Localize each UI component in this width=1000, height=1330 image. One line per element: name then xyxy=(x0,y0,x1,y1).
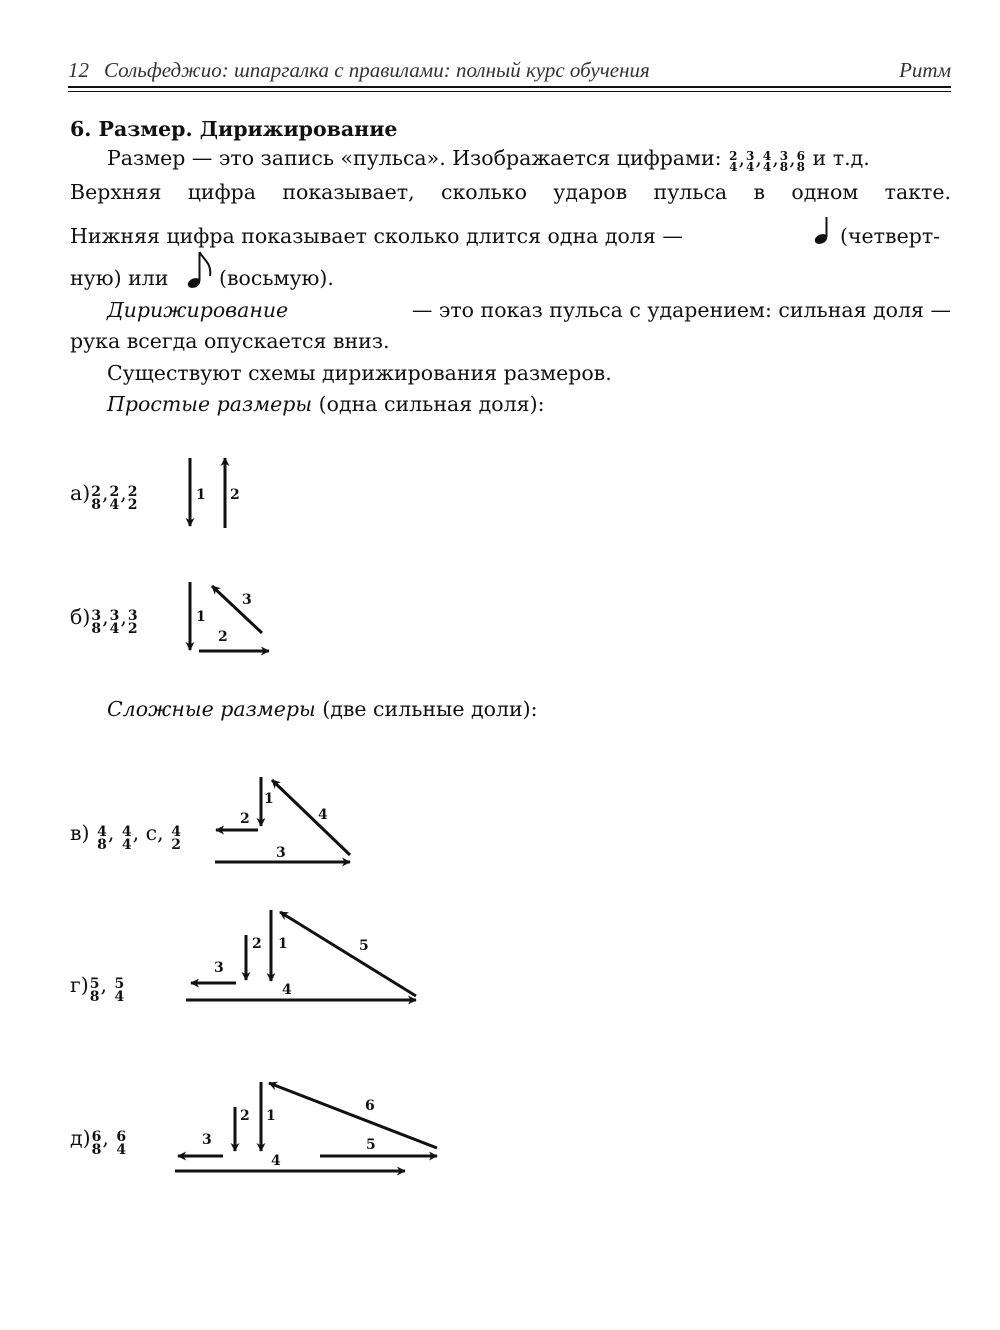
time-signature-list: 2 4 , 3 4 , 4 4 , 3 8 , 6 8 xyxy=(729,146,806,174)
eighth-note-icon xyxy=(186,252,210,290)
text: Нижняя цифра показывает сколько длится одна доля — xyxy=(70,224,683,248)
svg-text:4: 4 xyxy=(282,982,292,998)
text-line: (восьмую). xyxy=(219,266,334,290)
scheme-v-label: в) 4 8 , 4 4 , с, 4 2 xyxy=(70,821,181,853)
text: и т.д. xyxy=(812,146,870,170)
svg-text:2: 2 xyxy=(240,811,250,827)
time-signature: 4 8 xyxy=(97,824,107,853)
text-line: Существуют схемы дирижирования размеров. xyxy=(107,361,612,385)
svg-text:3: 3 xyxy=(276,845,286,861)
beat-numbers-a xyxy=(196,487,240,503)
svg-text:2: 2 xyxy=(218,629,228,645)
scheme-d-diagram xyxy=(175,1082,437,1171)
svg-text:3: 3 xyxy=(202,1132,212,1148)
page-number: 12 xyxy=(68,58,89,82)
text-line: Верхняя цифра показывает, сколько ударов пульса в одном такте. xyxy=(70,180,951,204)
svg-text:6: 6 xyxy=(365,1098,375,1114)
svg-text:3: 3 xyxy=(242,592,252,608)
svg-text:4: 4 xyxy=(318,807,328,823)
time-signature: 3 4 xyxy=(745,149,755,174)
chapter-title: Ритм xyxy=(899,58,951,82)
svg-text:1: 1 xyxy=(196,609,206,625)
book-title: Сольфеджио: шпаргалка с правилами: полный курс обучения xyxy=(104,58,650,82)
svg-text:4: 4 xyxy=(271,1153,281,1169)
italic-term: Сложные размеры xyxy=(107,697,316,721)
text: (две сильные доли): xyxy=(322,697,538,721)
time-signature: 4 4 xyxy=(121,824,132,853)
time-signature: 4 2 xyxy=(171,824,181,853)
svg-text:5: 5 xyxy=(366,1137,376,1153)
beat-numbers-b xyxy=(196,592,252,645)
text: — это показ пульса с ударением: сильная доля — xyxy=(411,298,951,322)
time-signature: 3 2 xyxy=(127,608,138,637)
text-line-end: (четверт- xyxy=(840,224,941,248)
scheme-d-label: д) 6 8 , 6 4 xyxy=(70,1126,127,1158)
time-signature: 3 8 xyxy=(779,149,789,174)
text-line: ную) или xyxy=(70,266,169,290)
time-signature: 2 4 xyxy=(109,484,120,513)
svg-text:1: 1 xyxy=(264,791,274,807)
time-signature: 6 8 xyxy=(796,149,806,174)
time-signature: 2 4 xyxy=(729,149,738,174)
scheme-g-diagram xyxy=(186,910,416,1000)
time-signature: 3 8 xyxy=(91,608,102,637)
beat-numbers-g xyxy=(214,936,369,998)
time-signature: 6 4 xyxy=(116,1129,127,1158)
svg-text:1: 1 xyxy=(196,487,206,503)
scheme-b-label: б) 3 8 , 3 4 , 3 2 xyxy=(70,605,138,637)
svg-text:1: 1 xyxy=(278,936,288,952)
text-line: рука всегда опускается вниз. xyxy=(70,329,390,353)
svg-text:2: 2 xyxy=(252,936,262,952)
time-signature: 3 4 xyxy=(109,608,120,637)
section-heading: 6. Размер. Дирижирование xyxy=(70,117,398,141)
quarter-note-icon xyxy=(813,217,829,246)
italic-term: Дирижирование xyxy=(107,298,289,322)
time-signature: 2 2 xyxy=(127,484,138,513)
time-signature: 2 8 xyxy=(91,484,101,513)
time-signature: 5 4 xyxy=(114,976,125,1005)
svg-text:5: 5 xyxy=(359,938,369,954)
time-signature: 5 8 xyxy=(89,976,100,1005)
scheme-a-label: а) 2 8 , 2 4 , 2 2 xyxy=(70,481,138,513)
italic-term: Простые размеры xyxy=(107,392,313,416)
text: (одна сильная доля): xyxy=(318,392,545,416)
beat-numbers-d xyxy=(202,1098,376,1169)
text: Размер — это запись «пульса». Изображается цифрами: xyxy=(107,146,722,170)
scheme-g-label: г) 5 8 , 5 4 xyxy=(70,973,125,1005)
time-signature: 4 4 xyxy=(762,149,772,174)
svg-text:1: 1 xyxy=(266,1108,276,1124)
beat-numbers-v xyxy=(240,791,328,861)
time-signature: 6 8 xyxy=(91,1129,102,1158)
svg-text:2: 2 xyxy=(230,487,240,503)
svg-text:3: 3 xyxy=(214,960,224,976)
svg-text:2: 2 xyxy=(240,1108,250,1124)
